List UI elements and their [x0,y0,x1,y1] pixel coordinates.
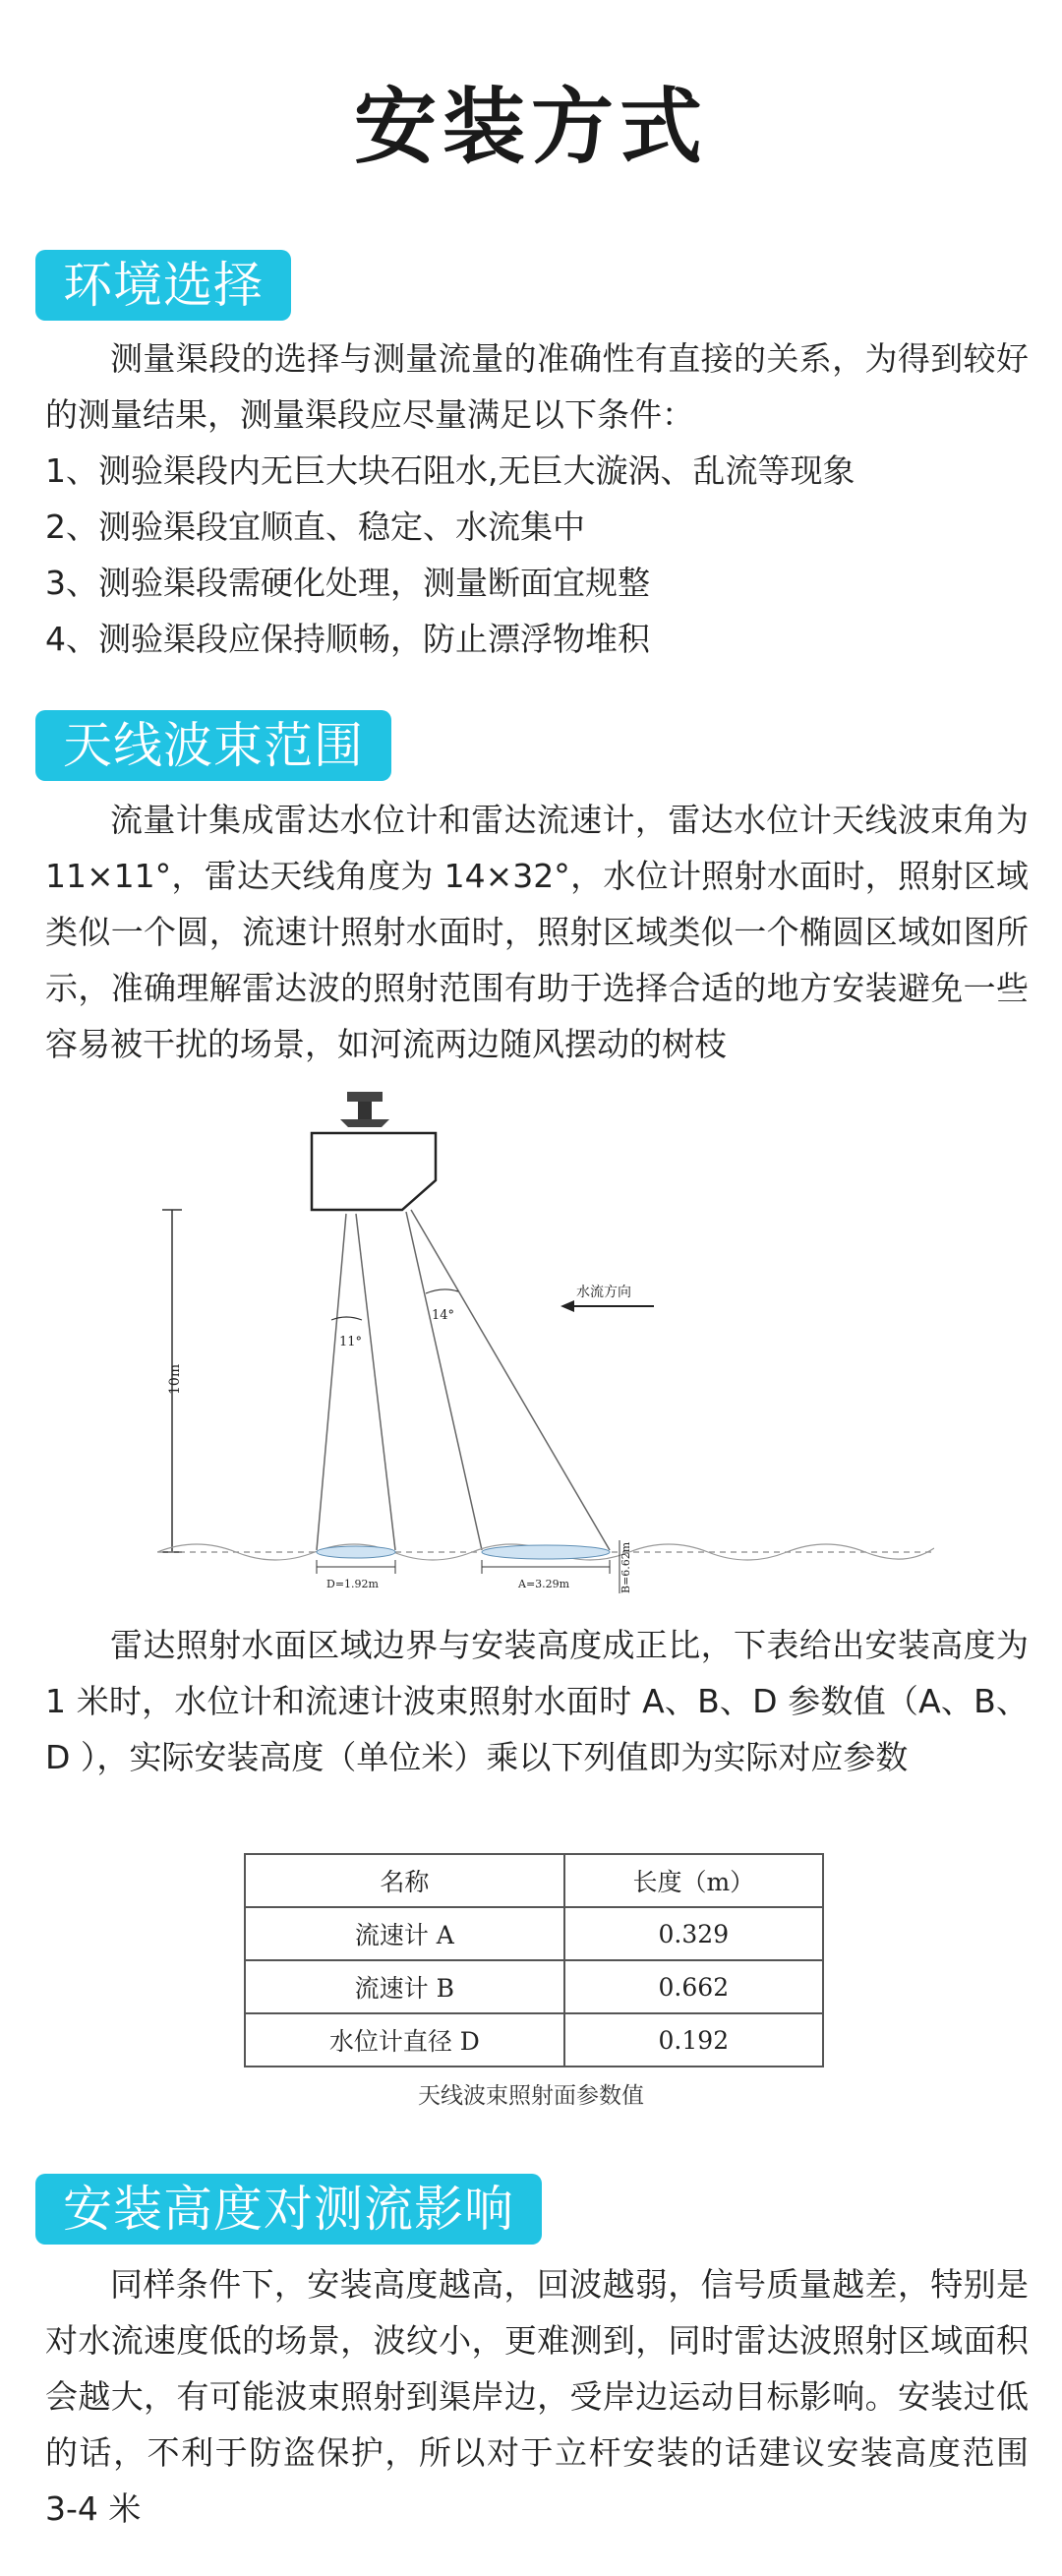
velocity-angle-label: 14° [432,1308,455,1323]
section-heading-beam-range: 天线波束范围 [35,710,391,781]
level-beam-left-edge [317,1214,346,1550]
list-item: 3、测验渠段需硬化处理，测量断面宜规整 [45,564,650,602]
a-dimension-label: A=3.29m [518,1578,570,1590]
table-cell: 水位计直径 D [245,2013,564,2067]
velocity-spot-shape [482,1545,610,1559]
flow-direction-label: 水流方向 [576,1285,631,1300]
list-item: 4、测验渠段应保持顺畅，防止漂浮物堆积 [45,620,650,658]
table-cell: 流速计 B [245,1960,564,2013]
mount-pole-shape [358,1102,372,1119]
table-intro-paragraph: 雷达照射水面区域边界与安装高度成正比，下表给出安装高度为 1 米时，水位计和流速计波束照射水面时 A、B、D 参数值（A、B、D ），实际安装高度（单位米）乘以下列值即为实际对应参数 [45,1626,1029,1776]
d-dimension-label: D=1.92m [326,1578,379,1590]
table-row [245,1960,823,2013]
table-cell: 0.662 [564,1960,823,2013]
radar-beam-diagram [157,1082,934,1613]
level-angle-label: 11° [339,1335,363,1349]
environment-intro: 测量渠段的选择与测量流量的准确性有直接的关系，为得到较好的测量结果，测量渠段应尽量满足以下条件： [45,339,1029,434]
environment-conditions-list [45,443,1029,667]
velocity-beam-right-edge [411,1210,610,1550]
mount-bracket-shape [347,1092,383,1102]
section-heading-environment: 环境选择 [35,250,291,321]
page-title: 安装方式 [353,79,708,175]
radar-device-shape [312,1133,436,1210]
level-spot-shape [317,1546,395,1558]
table-row [245,2013,823,2067]
velocity-angle-arc [426,1289,458,1293]
level-angle-arc [331,1317,362,1320]
table-header-cell: 名称 [245,1854,564,1907]
table-header-cell: 长度（m） [564,1854,823,1907]
list-item: 2、测验渠段宜顺直、稳定、水流集中 [45,508,585,546]
velocity-beam-left-edge [406,1212,482,1550]
beam-range-paragraph: 流量计集成雷达水位计和雷达流速计，雷达水位计天线波束角为 11×11°，雷达天线角度为 14×32°，水位计照射水面时，照射区域类似一个圆，流速计照射水面时，照射区域类似一个椭圆区域如图所示，准确理解雷达波的照射范围有助于选择合适的地方安装避免一些容易被干扰的场景，如河流两边随风摆动的树枝 [45,801,1029,1063]
height-label: 10m [167,1363,183,1395]
mount-cap-shape [340,1119,389,1127]
table-cell: 流速计 A [245,1907,564,1960]
level-beam-right-edge [356,1214,395,1550]
install-height-paragraph: 同样条件下，安装高度越高，回波越弱，信号质量越差，特别是对水流速度低的场景，波纹小，更难测到，同时雷达波照射区域面积会越大，有可能波束照射到渠岸边，受岸边运动目标影响。安装过低的话，不利于防盗保护，所以对于立杆安装的话建议安装高度范围 3-4 米 [45,2265,1029,2528]
b-dimension-label: B=6.62m [620,1541,632,1593]
table-caption: 天线波束照射面参数值 [418,2083,644,2109]
table-header-row [245,1854,823,1907]
table-row [245,1907,823,1960]
table-cell: 0.192 [564,2013,823,2067]
beam-params-table [244,1853,824,2067]
section-heading-install-height: 安装高度对测流影响 [35,2174,542,2245]
list-item: 1、测验渠段内无巨大块石阻水,无巨大漩涡、乱流等现象 [45,451,856,490]
table-cell: 0.329 [564,1907,823,1960]
